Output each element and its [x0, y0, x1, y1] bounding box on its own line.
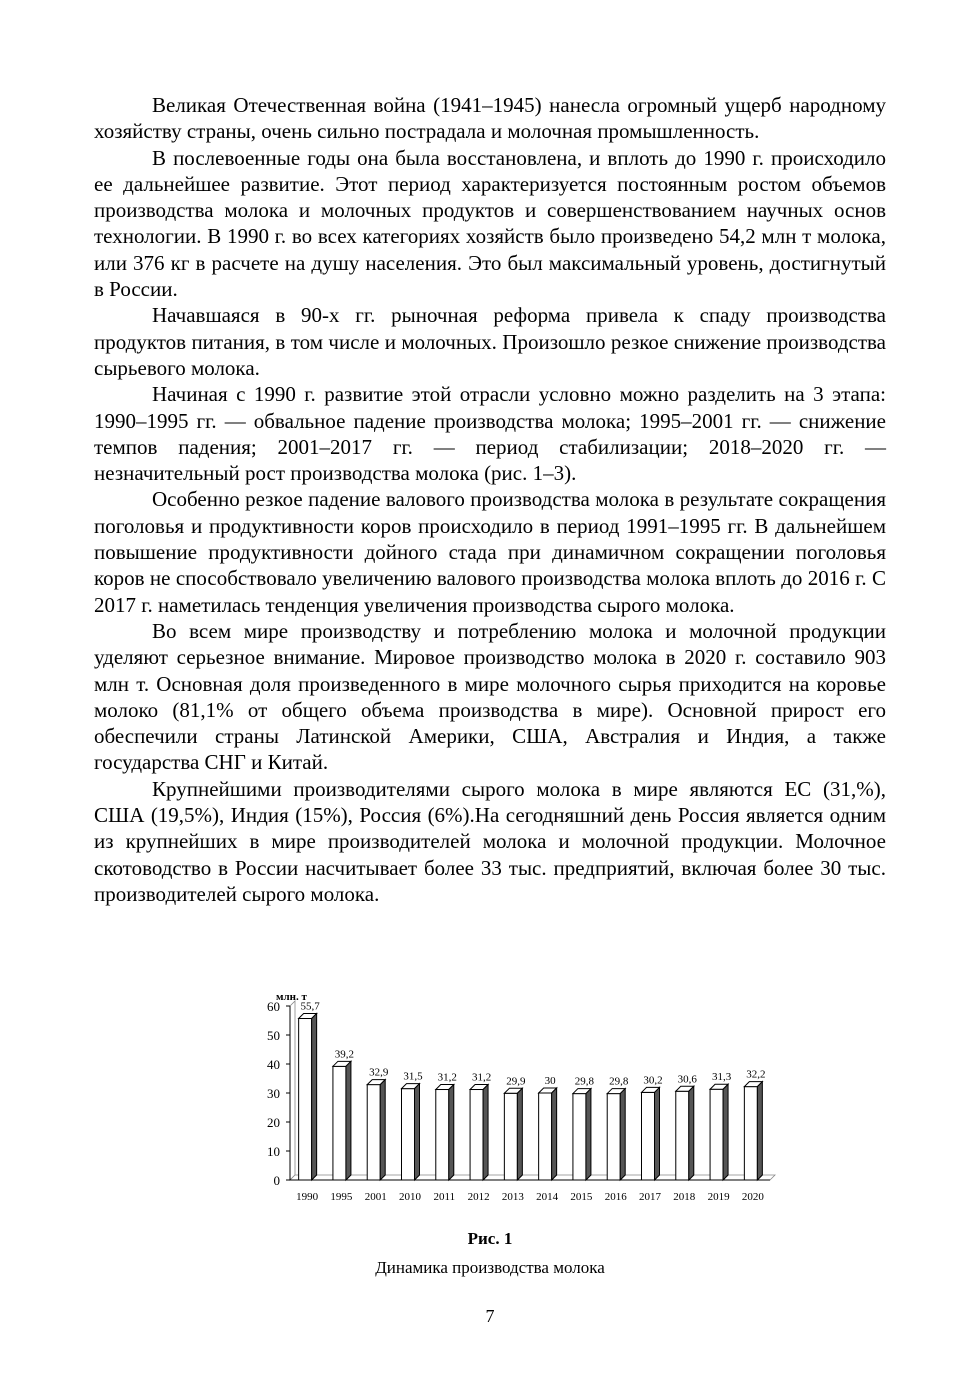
paragraph-4: Начиная с 1990 г. развитие этой отрасли условно можно разделить на 3 этапа: 1990–1995 гг. — обвальное падение производства молока; 1995–2001 гг. — снижение темпов падения; 2001–2017 гг. — период стабилизации; 2018–2020 гг. — незначительный рост производства молока (рис. 1–3). — [94, 382, 886, 486]
paragraph-2: В послевоенные годы она была восстановлена, и вплоть до 1990 г. происходило ее дальнейшее развитие. Этот период характеризуется постоянным ростом объемов производства молока и молочных продуктов и совершенствованием научных основ технологии. В 1990 г. во всех категориях хозяйств было произведено 54,2 млн т молока, или 376 кг в расчете на душу населения. Это был максимальный уровень, достигнутый в России. — [94, 145, 886, 302]
x-tick-label: 2016 — [604, 1191, 627, 1203]
y-tick-label: 10 — [267, 1144, 280, 1159]
bar-value-label: 31,3 — [711, 1071, 732, 1084]
bar-front — [436, 1090, 449, 1180]
bar-front — [504, 1093, 517, 1180]
bar-value-label: 32,2 — [746, 1068, 766, 1081]
x-tick-label: 1990 — [296, 1191, 319, 1203]
x-tick-label: 2013 — [501, 1191, 524, 1203]
paragraph-1: Великая Отечественная война (1941–1945) нанесла огромный ущерб народному хозяйству страны, очень сильно пострадала и молочная промышленность. — [94, 93, 886, 144]
bar-value-label: 30,6 — [677, 1073, 697, 1086]
bar-front — [676, 1091, 689, 1180]
bar-value-label: 32,9 — [369, 1066, 389, 1079]
bar-side — [655, 1087, 660, 1180]
bar-front — [607, 1094, 620, 1180]
bar-value-label: 29,8 — [609, 1075, 629, 1088]
x-tick-label: 2019 — [707, 1191, 730, 1203]
body-text — [94, 92, 886, 907]
bar-front — [402, 1089, 415, 1180]
x-tick-label: 2011 — [433, 1191, 456, 1203]
y-tick-label: 30 — [267, 1086, 280, 1101]
bar-front — [470, 1090, 483, 1180]
bar-side — [449, 1085, 454, 1180]
x-tick-label: 2017 — [639, 1191, 661, 1203]
y-axis-wall — [290, 1001, 295, 1180]
bar-front — [367, 1085, 380, 1180]
bar-side — [415, 1084, 420, 1180]
bar-side — [757, 1082, 762, 1180]
bar-front — [333, 1066, 346, 1180]
x-tick-label: 2015 — [570, 1191, 593, 1203]
paragraph-6: Во всем мире производству и потреблению молока и молочной продукции уделяют серьезное внимание. Мировое производство молока в 2020 г. составило 903 млн т. Основная доля произведенного в мире молочного сырья приходится на коровье молоко (81,1% от общего объема производства в мире). Основной прирост его обеспечили страны Латинской Америки, США, Австралия и Индия, а также государства СНГ и Китай. — [94, 618, 886, 775]
bar-side — [517, 1088, 522, 1180]
x-tick-label: 2001 — [364, 1191, 387, 1203]
bar-front — [744, 1087, 757, 1180]
y-tick-label: 50 — [267, 1028, 280, 1043]
bar-side — [483, 1085, 488, 1180]
bar-front — [573, 1094, 586, 1180]
bar-chart-svg — [240, 982, 780, 1212]
bar-value-label: 55,7 — [300, 1000, 320, 1013]
bar-value-label: 30,2 — [643, 1074, 663, 1087]
figure-number: Рис. 1 — [467, 1229, 513, 1248]
bar-side — [346, 1061, 351, 1180]
x-tick-label: 2014 — [536, 1191, 559, 1203]
x-tick-label: 2012 — [467, 1191, 490, 1203]
chart-floor — [290, 1175, 775, 1180]
bar-front — [642, 1092, 655, 1180]
y-axis-unit-label: млн. т — [276, 991, 307, 1003]
bar-value-label: 31,5 — [403, 1070, 423, 1083]
bar-value-label: 29,9 — [506, 1075, 526, 1088]
bar-value-label: 39,2 — [334, 1048, 355, 1061]
bar-side — [586, 1089, 591, 1180]
y-tick-label: 20 — [267, 1115, 280, 1130]
x-tick-label: 1995 — [330, 1191, 353, 1203]
bar-side — [723, 1084, 728, 1180]
bar-side — [689, 1086, 694, 1180]
paragraph-7: Крупнейшими производителями сырого молока в мире являются ЕС (31,%), США (19,5%), Индия (15%), Россия (6%).На сегодняшний день Россия является одним из крупнейших в мире производителей молока и молочной продукции. Молочное скотоводство в России насчитывает более 33 тыс. предприятий, включая более 30 тыс. производителей сырого молока. — [94, 776, 886, 906]
paragraph-5: Особенно резкое падение валового производства молока в результате сокращения поголовья и продуктивности коров происходило в период 1991–1995 гг. В дальнейшем повышение продуктивности дойного стада при динамичном сокращении поголовья коров не способствовало увеличению валового производства молока вплоть до 2016 г. С 2017 г. наметилась тенденция увеличения производства сырого молока. — [94, 487, 886, 617]
bar-value-label: 29,8 — [574, 1075, 595, 1088]
milk-production-chart — [240, 982, 780, 1212]
x-tick-label: 2010 — [399, 1191, 421, 1203]
bar-side — [312, 1013, 317, 1180]
figure-title: Динамика производства молока — [375, 1258, 605, 1277]
bar-front — [539, 1093, 552, 1180]
bar-value-label: 30 — [544, 1075, 556, 1087]
bar-side — [380, 1080, 385, 1180]
x-tick-label: 2018 — [673, 1191, 696, 1203]
bar-value-label: 31,2 — [437, 1071, 457, 1084]
bar-front — [710, 1089, 723, 1180]
bar-front — [299, 1018, 312, 1180]
bar-value-label: 31,2 — [471, 1071, 492, 1084]
y-tick-label: 0 — [273, 1173, 280, 1188]
y-tick-label: 60 — [267, 999, 280, 1014]
page-number: 7 — [485, 1306, 495, 1326]
paragraph-3: Начавшаяся в 90-х гг. рыночная реформа привела к спаду производства продуктов питания, в том числе и молочных. Произошло резкое снижение производства сырьевого молока. — [94, 303, 886, 380]
y-tick-label: 40 — [267, 1057, 280, 1072]
bar-side — [620, 1089, 625, 1180]
bar-side — [552, 1088, 557, 1180]
x-tick-label: 2020 — [741, 1191, 764, 1203]
